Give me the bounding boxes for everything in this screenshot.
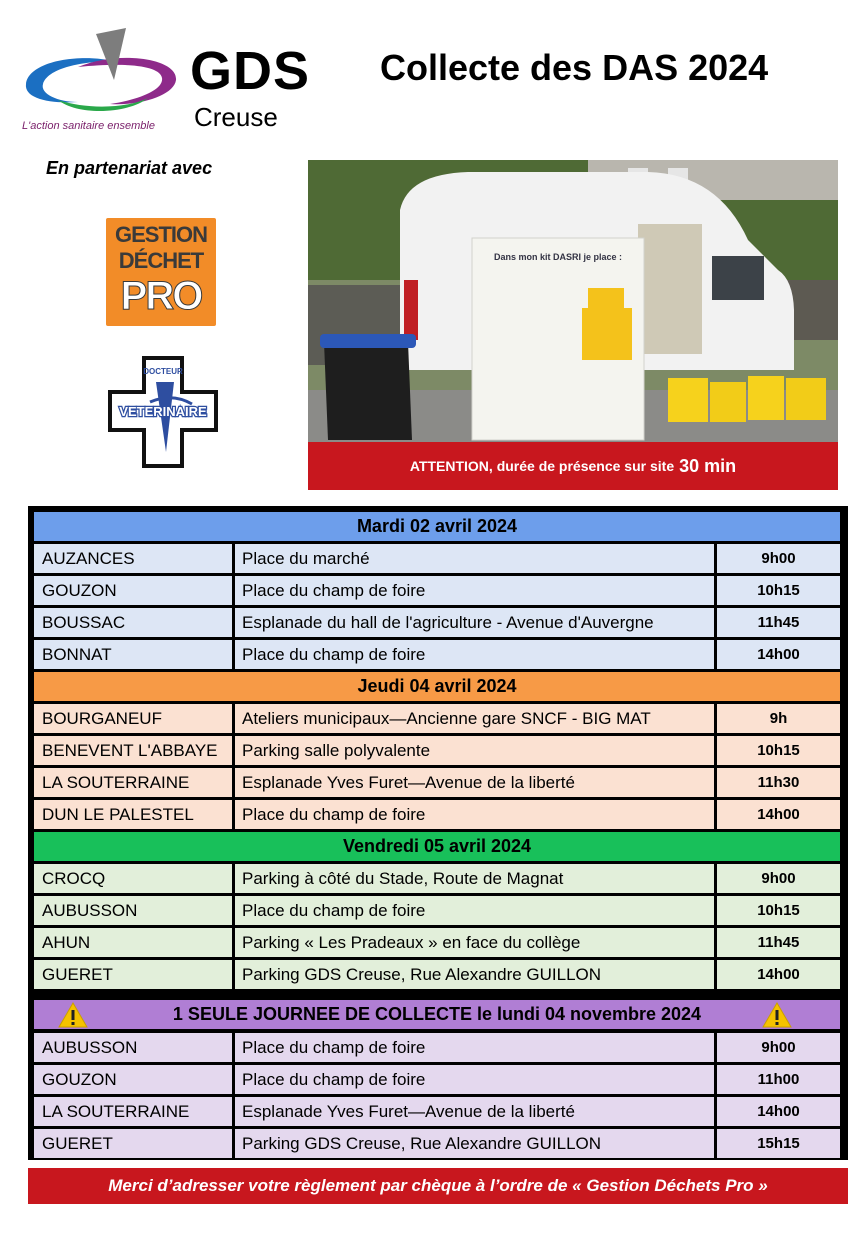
svg-text:VETERINAIRE: VETERINAIRE	[119, 404, 207, 419]
table-row	[34, 768, 840, 797]
day-header-november	[34, 1000, 840, 1029]
table-row	[34, 960, 840, 989]
place-cell: Place du champ de foire	[235, 896, 714, 925]
time-cell: 9h00	[717, 864, 840, 893]
table-row	[34, 864, 840, 893]
attention-duration: 30 min	[679, 455, 737, 476]
town-cell: CROCQ	[34, 864, 232, 893]
brand-tagline: L'action sanitaire ensemble	[22, 120, 155, 132]
gdp-logo-line2: DÉCHET	[118, 248, 204, 273]
brand-name: GDS	[190, 41, 311, 101]
time-cell: 15h15	[717, 1129, 840, 1158]
day-header-thursday	[34, 672, 840, 701]
gdp-logo-line1: GESTION	[114, 222, 207, 247]
place-cell: Parking GDS Creuse, Rue Alexandre GUILLON	[235, 1129, 714, 1158]
gestion-dechet-pro-logo	[106, 218, 216, 326]
place-cell: Place du champ de foire	[235, 800, 714, 829]
partner-label: En partenariat avec	[46, 158, 213, 178]
collection-van-photo	[308, 160, 838, 442]
place-cell: Esplanade du hall de l'agriculture - Avenue d'Auvergne	[235, 608, 714, 637]
time-cell: 11h45	[717, 608, 840, 637]
warning-icon	[762, 1002, 792, 1028]
gdp-logo-line3: PRO	[120, 274, 202, 318]
table-row	[34, 928, 840, 957]
town-cell: DUN LE PALESTEL	[34, 800, 232, 829]
warning-icon	[58, 1002, 88, 1028]
attention-banner	[308, 442, 838, 490]
place-cell: Ateliers municipaux—Ancienne gare SNCF - BIG MAT	[235, 704, 714, 733]
day-header-tuesday	[34, 512, 840, 541]
place-cell: Parking à côté du Stade, Route de Magnat	[235, 864, 714, 893]
time-cell: 9h00	[717, 544, 840, 573]
town-cell: LA SOUTERRAINE	[34, 768, 232, 797]
town-cell: AHUN	[34, 928, 232, 957]
place-cell: Place du marché	[235, 544, 714, 573]
banner-title: Dans mon kit DASRI je place :	[493, 252, 623, 262]
day-header-label: Jeudi 04 avril 2024	[357, 676, 517, 696]
town-cell: BENEVENT L'ABBAYE	[34, 736, 232, 765]
time-cell: 11h30	[717, 768, 840, 797]
table-row	[34, 704, 840, 733]
page-title: Collecte des DAS 2024	[380, 47, 769, 88]
table-row	[34, 1097, 840, 1126]
town-cell: AUBUSSON	[34, 896, 232, 925]
time-cell: 14h00	[717, 640, 840, 669]
town-cell: BOURGANEUF	[34, 704, 232, 733]
table-row	[34, 1065, 840, 1094]
collection-schedule-table	[28, 506, 848, 1160]
time-cell: 10h15	[717, 736, 840, 765]
time-cell: 14h00	[717, 960, 840, 989]
day-header-label: Mardi 02 avril 2024	[356, 516, 518, 536]
place-cell: Place du champ de foire	[235, 576, 714, 605]
table-row	[34, 800, 840, 829]
payment-note: Merci d’adresser votre règlement par chèque à l’ordre de « Gestion Déchets Pro »	[28, 1168, 848, 1204]
brand-subname: Creuse	[194, 102, 278, 132]
place-cell: Esplanade Yves Furet—Avenue de la liberté	[235, 1097, 714, 1126]
town-cell: BOUSSAC	[34, 608, 232, 637]
table-row	[34, 544, 840, 573]
table-row	[34, 576, 840, 605]
town-cell: GOUZON	[34, 1065, 232, 1094]
town-cell: GOUZON	[34, 576, 232, 605]
table-row	[34, 1033, 840, 1062]
time-cell: 11h00	[717, 1065, 840, 1094]
table-row	[34, 640, 840, 669]
table-row	[34, 736, 840, 765]
time-cell: 9h00	[717, 1033, 840, 1062]
time-cell: 10h15	[717, 576, 840, 605]
town-cell: AUBUSSON	[34, 1033, 232, 1062]
place-cell: Place du champ de foire	[235, 1033, 714, 1062]
veterinary-cross-icon	[104, 352, 222, 472]
time-cell: 14h00	[717, 1097, 840, 1126]
svg-text:DOCTEUR: DOCTEUR	[143, 367, 183, 376]
town-cell: LA SOUTERRAINE	[34, 1097, 232, 1126]
day-header-label: Vendredi 05 avril 2024	[342, 836, 532, 856]
table-row	[34, 896, 840, 925]
day-header-label: 1 SEULE JOURNEE DE COLLECTE le lundi 04 novembre 2024	[172, 1004, 702, 1024]
town-cell: AUZANCES	[34, 544, 232, 573]
town-cell: GUERET	[34, 1129, 232, 1158]
town-cell: GUERET	[34, 960, 232, 989]
place-cell: Esplanade Yves Furet—Avenue de la liberté	[235, 768, 714, 797]
place-cell: Parking salle polyvalente	[235, 736, 714, 765]
van-illustration	[308, 160, 838, 442]
day-header-friday	[34, 832, 840, 861]
time-cell: 14h00	[717, 800, 840, 829]
time-cell: 11h45	[717, 928, 840, 957]
gds-swirl-icon	[18, 22, 193, 122]
attention-text: ATTENTION, durée de présence sur site	[409, 458, 675, 474]
place-cell: Parking « Les Pradeaux » en face du collège	[235, 928, 714, 957]
table-row	[34, 608, 840, 637]
time-cell: 9h	[717, 704, 840, 733]
place-cell: Place du champ de foire	[235, 1065, 714, 1094]
place-cell: Place du champ de foire	[235, 640, 714, 669]
place-cell: Parking GDS Creuse, Rue Alexandre GUILLON	[235, 960, 714, 989]
town-cell: BONNAT	[34, 640, 232, 669]
docteur-veterinaire-logo	[104, 352, 222, 472]
table-row	[34, 1129, 840, 1158]
time-cell: 10h15	[717, 896, 840, 925]
